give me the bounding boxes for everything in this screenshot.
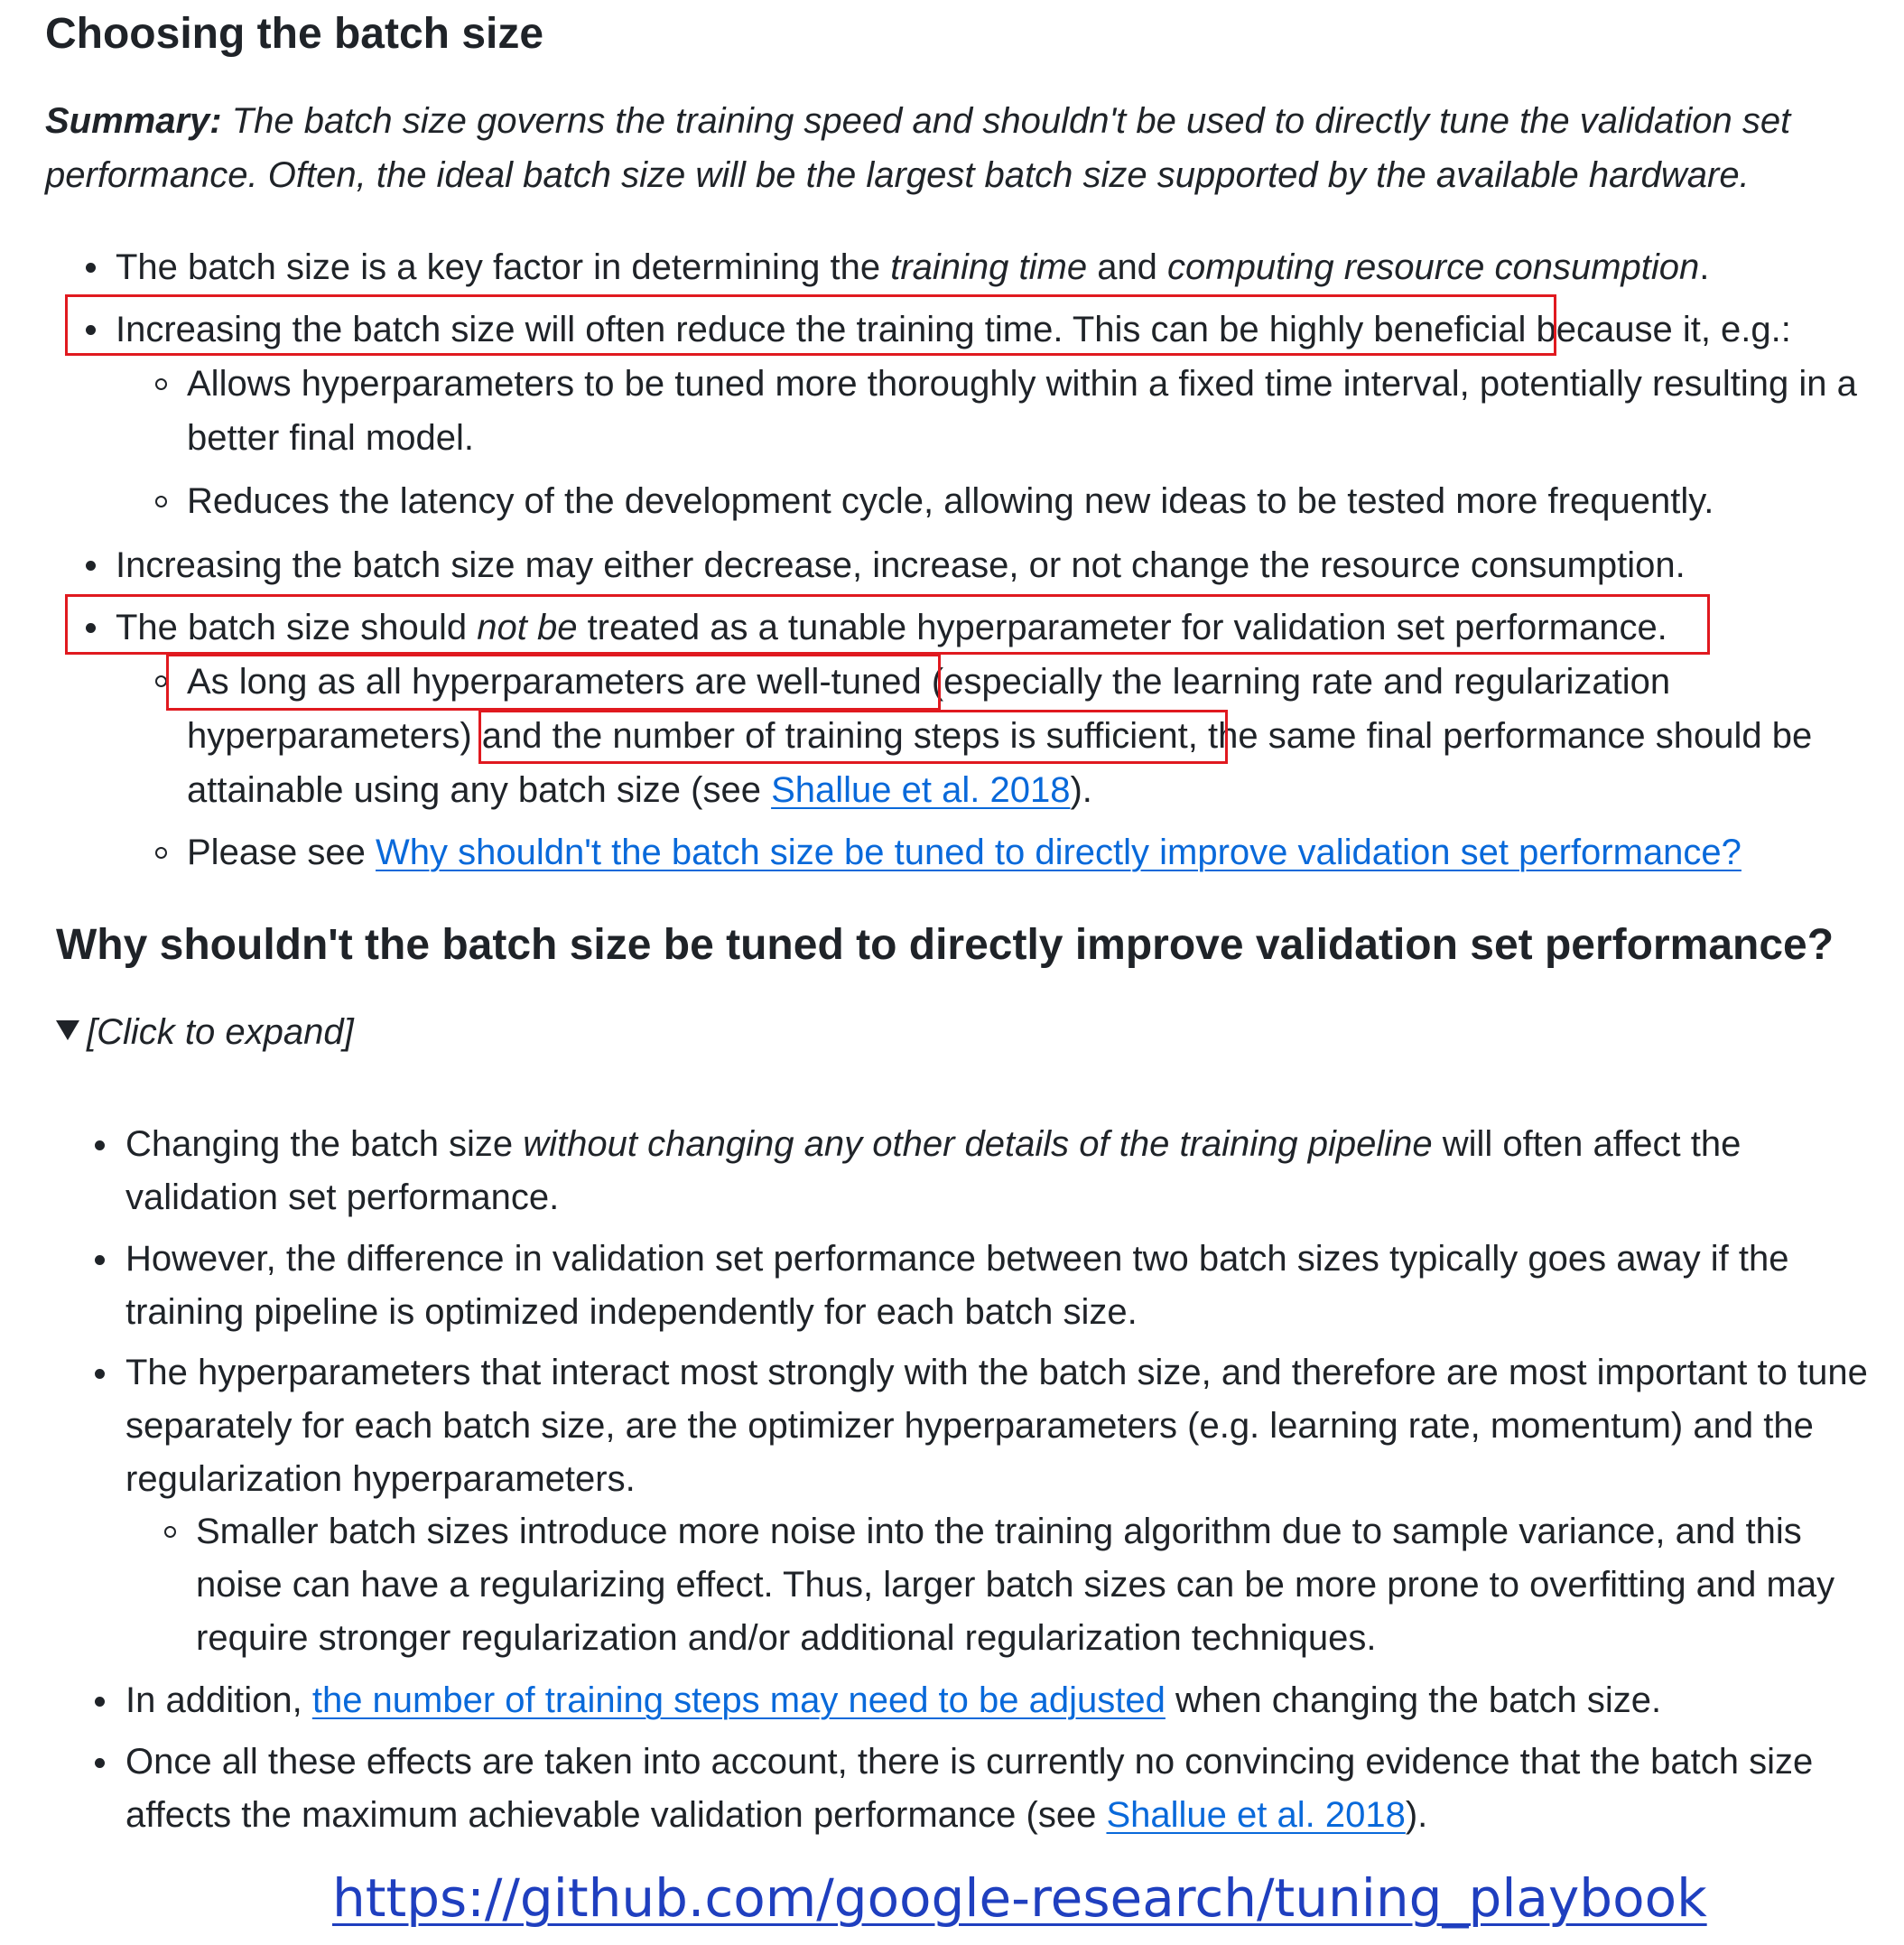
sub-list-item-line [187,770,1092,811]
text-span: and the number of training steps is sufficient, [471,716,1198,756]
text-span: The batch size should [116,608,478,647]
text-span: will often affect the [1432,1124,1741,1164]
faq-sub-item-line: Smaller batch sizes introduce more noise into the training algorithm due to sample variance, and this [196,1512,1802,1551]
highlight-box [65,294,1556,356]
faq-item-line: separately for each batch size, are the optimizer hyperparameters (e.g. learning rate, momentum) and the [125,1406,1814,1446]
github-url-link[interactable]: https://github.com/google-research/tuning_playbook [332,1867,1707,1929]
bullet-dot [95,1140,105,1150]
text-span: ). [1405,1795,1428,1835]
faq-item-line [125,1680,1661,1721]
faq-item-line [125,1124,1741,1165]
summary-label: Summary: [45,101,222,141]
text-span: and [1087,247,1168,287]
list-item [116,247,1709,288]
text-span: attainable using any batch size (see [187,770,772,810]
text-span: training time [890,247,1088,287]
highlight-box [166,654,941,711]
text-span: The batch size is a key factor in determining the [116,247,891,287]
text-span: the same final performance should be [1197,716,1813,756]
highlight-box [478,710,1228,764]
sub-bullet-circle [155,378,167,390]
shallue-2018-link[interactable]: Shallue et al. 2018 [1106,1795,1406,1835]
text-span: because it, e.g.: [1526,310,1791,349]
faq-item-line: Once all these effects are taken into account, there is currently no convincing evidence that the batch size [125,1742,1814,1782]
sub-list-item [187,833,1741,873]
bullet-dot [95,1758,105,1768]
faq-sub-item-line: require stronger regularization and/or additional regularization techniques. [196,1618,1377,1658]
text-span: . [1699,247,1710,287]
text-span: Please see [187,833,376,872]
text-span: Changing the batch size [125,1124,524,1164]
summary-line-2: performance. Often, the ideal batch size will be the largest batch size supported by the available hardware. [45,155,1750,195]
faq-title: Why shouldn't the batch size be tuned to directly improve validation set performance? [56,921,1834,969]
why-batch-size-link[interactable]: Why shouldn't the batch size be tuned to directly improve validation set performance? [376,833,1741,872]
faq-item-line [125,1795,1427,1836]
summary-line-1 [45,101,1790,142]
sub-list-item: Reduces the latency of the development cycle, allowing new ideas to be tested more frequently. [187,481,1714,521]
sub-list-item-line: better final model. [187,418,474,458]
expand-toggle[interactable] [56,1012,354,1053]
sub-bullet-circle [155,847,167,859]
text-span: In addition, [125,1680,312,1720]
text-span: treated as a tunable hyperparameter for validation set performance. [577,608,1667,647]
text-span: As long as all hyperparameters are well-tuned [187,662,922,702]
sub-bullet-circle [164,1526,176,1538]
section-title: Choosing the batch size [45,10,544,58]
faq-item-line: regularization hyperparameters. [125,1459,636,1499]
sub-list-item-line: Allows hyperparameters to be tuned more thoroughly within a fixed time interval, potentially resulting in a [187,364,1857,404]
text-span: Increasing the batch size will often reduce the training time. This can be highly beneficial [116,310,1527,349]
triangle-down-icon [56,1020,79,1040]
text-span: hyperparameters) [187,716,472,756]
faq-item-line: training pipeline is optimized independently for each batch size. [125,1292,1138,1332]
text-span: affects the maximum achievable validation performance (see [125,1795,1107,1835]
training-steps-link[interactable]: the number of training steps may need to be adjusted [311,1680,1166,1720]
summary-text-1: The batch size governs the training speed and shouldn't be used to directly tune the validation set [221,101,1791,141]
footer-url-container [332,1867,1707,1929]
bullet-dot [86,561,96,571]
list-item: Increasing the batch size may either decrease, increase, or not change the resource consumption. [116,545,1686,585]
faq-item-line: However, the difference in validation set performance between two batch sizes typically goes away if the [125,1239,1789,1279]
text-span: ). [1070,770,1092,810]
faq-sub-item-line: noise can have a regularizing effect. Thus, larger batch sizes can be more prone to overfitting and may [196,1565,1835,1605]
faq-item-line: The hyperparameters that interact most strongly with the batch size, and therefore are most important to tune [125,1353,1868,1392]
faq-item-line: validation set performance. [125,1177,560,1217]
highlight-box [65,594,1710,655]
shallue-2018-link[interactable]: Shallue et al. 2018 [771,770,1071,810]
text-span: (especially the learning rate and regularization [921,662,1671,702]
text-span: computing resource consumption [1167,247,1700,287]
expand-label: [Click to expand] [87,1012,354,1052]
bullet-dot [95,1369,105,1379]
text-span: when changing the batch size. [1165,1680,1662,1720]
text-span: without changing any other details of the training pipeline [523,1124,1433,1164]
bullet-dot [95,1697,105,1707]
text-span: not be [477,608,578,647]
bullet-dot [86,263,96,273]
sub-bullet-circle [155,496,167,507]
bullet-dot [95,1255,105,1265]
